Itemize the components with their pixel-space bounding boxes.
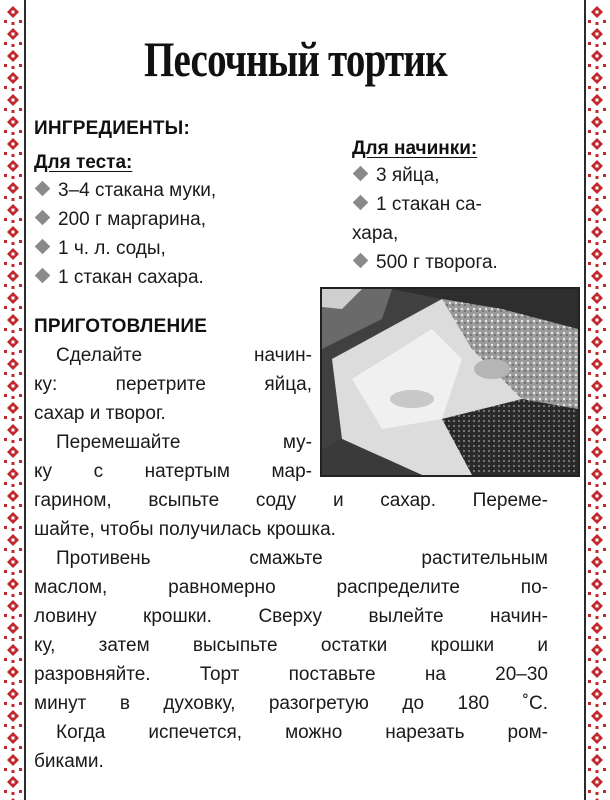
ornament-motif xyxy=(588,776,606,795)
preparation-paragraph-1 xyxy=(34,341,312,428)
ornament-motif xyxy=(4,446,22,465)
list-item xyxy=(352,248,498,277)
paragraph-line: минут в духовку, разогретую до 180 ˚С. xyxy=(34,693,548,714)
paragraph-line: биками. xyxy=(34,751,104,772)
paragraph-line: маслом, равномерно распределите по- xyxy=(34,577,548,598)
preparation-paragraph-2 xyxy=(34,428,312,486)
ornament-motif xyxy=(588,512,606,531)
ingredient-text: 1 ч. л. соды, xyxy=(58,238,166,259)
ornament-motif xyxy=(588,270,606,289)
ornament-motif xyxy=(588,622,606,641)
ingredient-text: 1 стакан са- xyxy=(376,194,482,215)
ornament-motif xyxy=(4,314,22,333)
ornament-border-right xyxy=(584,0,610,800)
ornament-motif xyxy=(588,732,606,751)
ornament-motif xyxy=(4,600,22,619)
ornament-motif xyxy=(588,578,606,597)
ornament-motif xyxy=(588,666,606,685)
diamond-bullet-icon xyxy=(35,181,51,197)
ornament-motif xyxy=(588,116,606,135)
list-item xyxy=(34,205,216,234)
ornament-motif xyxy=(4,72,22,91)
ornament-motif xyxy=(588,226,606,245)
paragraph-line: разровняйте. Торт поставьте на 20–30 xyxy=(34,664,548,685)
ornament-motif xyxy=(4,710,22,729)
ornament-motif xyxy=(4,160,22,179)
diamond-bullet-icon xyxy=(353,253,369,269)
ornament-motif xyxy=(4,776,22,795)
diamond-bullet-icon xyxy=(35,210,51,226)
list-item xyxy=(34,234,216,263)
ornament-motif xyxy=(4,688,22,707)
paragraph-line: Противень смажьте растительным xyxy=(56,548,548,569)
diamond-bullet-icon xyxy=(353,166,369,182)
ornament-motif xyxy=(4,292,22,311)
paragraph-line: ловину крошки. Сверху вылейте начин- xyxy=(34,606,548,627)
ornament-motif xyxy=(4,182,22,201)
ornament-motif xyxy=(588,556,606,575)
ornament-motif xyxy=(4,336,22,355)
ornament-motif xyxy=(588,28,606,47)
ornament-motif xyxy=(588,424,606,443)
ornament-motif xyxy=(588,336,606,355)
ingredient-text: 1 стакан сахара. xyxy=(58,267,204,288)
list-item xyxy=(352,219,498,248)
cake-photo xyxy=(320,287,580,477)
ornament-motif xyxy=(588,600,606,619)
ornament-motif xyxy=(4,248,22,267)
ingredient-text: 3–4 стакана муки, xyxy=(58,180,217,201)
ornament-border-left xyxy=(0,0,26,800)
ornament-motif xyxy=(588,358,606,377)
cake-photo-icon xyxy=(322,289,578,475)
ornament-motif xyxy=(4,666,22,685)
list-item xyxy=(352,161,498,190)
ingredients-heading: ИНГРЕДИЕНТЫ: xyxy=(34,118,191,139)
ornament-motif xyxy=(4,490,22,509)
ornament-motif xyxy=(4,468,22,487)
paragraph-line: Перемешайте му- xyxy=(56,432,312,453)
ornament-motif xyxy=(4,226,22,245)
list-item xyxy=(352,190,498,219)
ornament-motif xyxy=(588,468,606,487)
ornament-motif xyxy=(4,622,22,641)
ornament-motif xyxy=(4,138,22,157)
ornament-motif xyxy=(4,534,22,553)
preparation-paragraph-3 xyxy=(34,486,548,776)
paragraph-line: ку, затем высыпьте остатки крошки и xyxy=(34,635,548,656)
ornament-motif xyxy=(588,182,606,201)
ornament-motif xyxy=(588,50,606,69)
ornament-motif xyxy=(588,72,606,91)
ornament-motif xyxy=(4,556,22,575)
ornament-motif xyxy=(588,710,606,729)
paragraph-line: шайте, чтобы получилась крошка. xyxy=(34,519,336,540)
ornament-motif xyxy=(588,292,606,311)
ornament-motif xyxy=(4,204,22,223)
ornament-motif xyxy=(4,6,22,25)
recipe-content xyxy=(34,0,574,800)
ornament-motif xyxy=(588,204,606,223)
ornament-motif xyxy=(588,644,606,663)
ingredient-text: 200 г маргарина, xyxy=(58,209,206,230)
ornament-motif xyxy=(588,138,606,157)
ornament-motif xyxy=(588,688,606,707)
paragraph-line: ку с натертым мар- xyxy=(34,461,312,482)
ornament-motif xyxy=(588,534,606,553)
paragraph-line: сахар и творог. xyxy=(34,403,166,424)
ornament-motif xyxy=(588,446,606,465)
ornament-motif xyxy=(4,358,22,377)
ornament-motif xyxy=(4,402,22,421)
ornament-motif xyxy=(4,732,22,751)
ornament-motif xyxy=(588,314,606,333)
ornament-motif xyxy=(4,578,22,597)
ornament-motif xyxy=(4,116,22,135)
ornament-motif xyxy=(4,424,22,443)
ornament-motif xyxy=(4,380,22,399)
ornament-motif xyxy=(4,270,22,289)
ornament-motif xyxy=(588,6,606,25)
diamond-bullet-icon xyxy=(35,239,51,255)
ornament-motif xyxy=(4,754,22,773)
list-item xyxy=(34,176,216,205)
ingredient-text: 3 яйца, xyxy=(376,165,440,186)
filling-heading: Для начинки: xyxy=(352,138,478,159)
paragraph-line: гарином, всыпьте соду и сахар. Переме- xyxy=(34,490,548,511)
ornament-motif xyxy=(588,490,606,509)
filling-ingredients-list xyxy=(352,161,498,277)
recipe-title: Песочный тортик xyxy=(144,31,447,87)
ornament-motif xyxy=(588,248,606,267)
ornament-motif xyxy=(4,94,22,113)
ornament-motif xyxy=(4,50,22,69)
list-item xyxy=(34,263,216,292)
paragraph-line: Когда испечется, можно нарезать ром- xyxy=(56,722,548,743)
ornament-motif xyxy=(588,380,606,399)
diamond-bullet-icon xyxy=(353,195,369,211)
ingredient-text: хара, xyxy=(352,223,399,244)
dough-ingredients-list xyxy=(34,176,216,292)
ornament-motif xyxy=(4,644,22,663)
ingredient-text: 500 г творога. xyxy=(376,252,498,273)
preparation-heading: ПРИГОТОВЛЕНИЕ xyxy=(34,316,208,337)
ornament-motif xyxy=(588,402,606,421)
diamond-bullet-icon xyxy=(35,268,51,284)
paragraph-line: Сделайте начин- xyxy=(56,345,312,366)
ornament-motif xyxy=(588,754,606,773)
ornament-motif xyxy=(588,160,606,179)
ornament-motif xyxy=(4,512,22,531)
paragraph-line: ку: перетрите яйца, xyxy=(34,374,312,395)
ornament-motif xyxy=(588,94,606,113)
dough-heading: Для теста: xyxy=(34,152,133,173)
ornament-motif xyxy=(4,28,22,47)
